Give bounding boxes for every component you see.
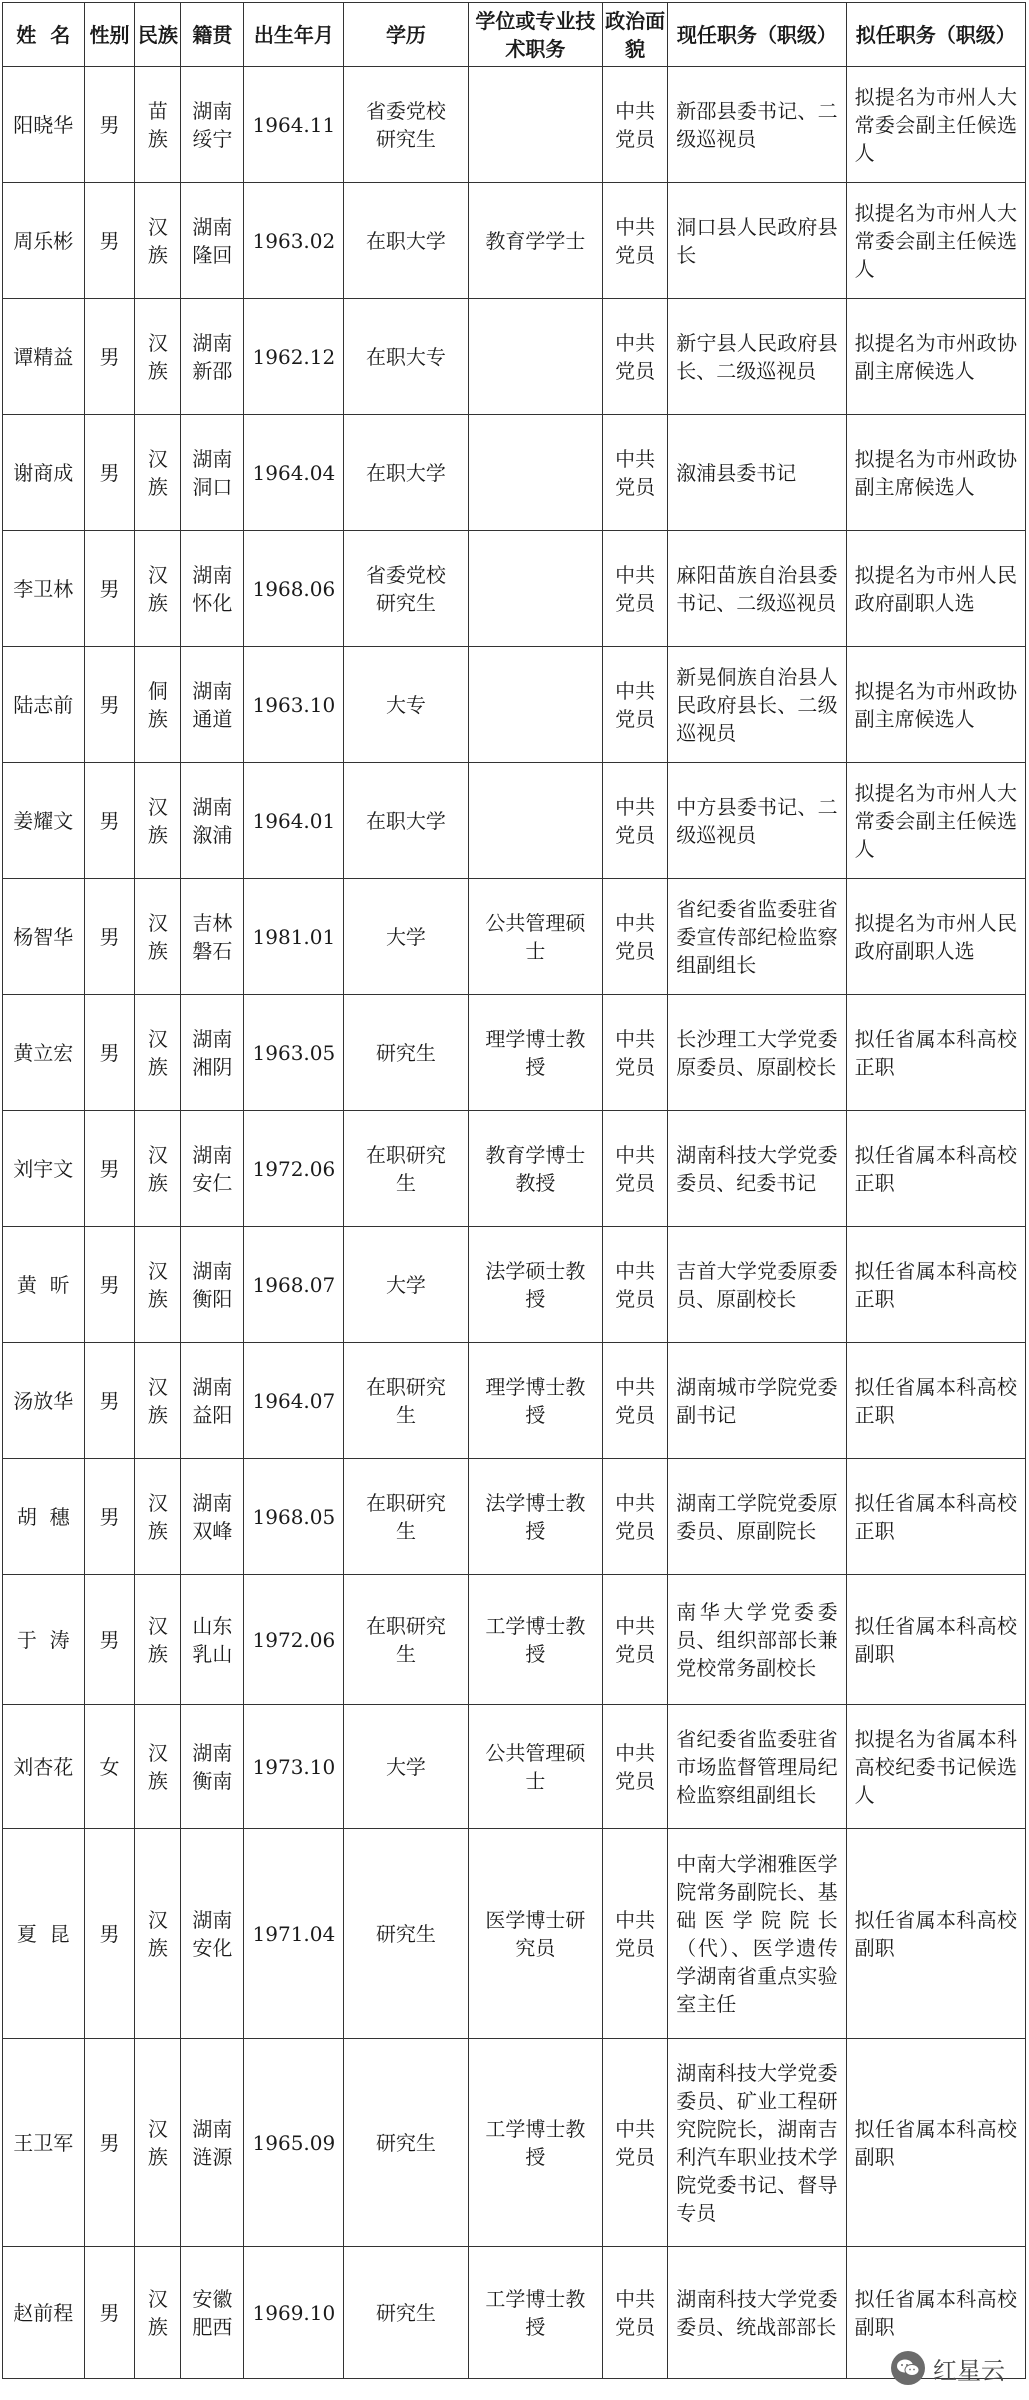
cell-birth: 1964.04 bbox=[244, 415, 344, 531]
cell-education: 省委党校研究生 bbox=[344, 531, 468, 647]
cell-degree: 医学博士研究员 bbox=[468, 1829, 602, 2039]
cell-education: 在职大学 bbox=[344, 763, 468, 879]
cell-degree: 工学博士教授 bbox=[468, 2247, 602, 2379]
cell-birth: 1964.11 bbox=[244, 67, 344, 183]
cell-party: 中共党员 bbox=[603, 1111, 668, 1227]
header-name: 姓 名 bbox=[3, 3, 85, 67]
cell-degree: 教育学学士 bbox=[468, 183, 602, 299]
cell-gender: 男 bbox=[84, 531, 135, 647]
cell-party: 中共党员 bbox=[603, 2247, 668, 2379]
cell-origin: 湖南益阳 bbox=[181, 1343, 244, 1459]
header-degree: 学位或专业技术职务 bbox=[468, 3, 602, 67]
cell-name: 黄立宏 bbox=[3, 995, 85, 1111]
table-row bbox=[3, 1343, 1026, 1459]
cell-current-post: 新邵县委书记、二级巡视员 bbox=[668, 67, 846, 183]
cell-education: 在职大学 bbox=[344, 183, 468, 299]
cell-current-post: 麻阳苗族自治县委书记、二级巡视员 bbox=[668, 531, 846, 647]
cell-ethnicity: 汉族 bbox=[135, 1343, 181, 1459]
cell-party: 中共党员 bbox=[603, 1343, 668, 1459]
cell-birth: 1971.04 bbox=[244, 1829, 344, 2039]
cell-party: 中共党员 bbox=[603, 183, 668, 299]
cell-education: 省委党校研究生 bbox=[344, 67, 468, 183]
cell-education: 大学 bbox=[344, 879, 468, 995]
table-row bbox=[3, 763, 1026, 879]
cell-ethnicity: 汉族 bbox=[135, 299, 181, 415]
cell-origin: 湖南衡阳 bbox=[181, 1227, 244, 1343]
cell-current-post: 湖南科技大学党委委员、纪委书记 bbox=[668, 1111, 846, 1227]
cell-name: 夏 昆 bbox=[3, 1829, 85, 2039]
cell-proposed-post: 拟任省属本科高校正职 bbox=[846, 1111, 1025, 1227]
cell-education: 在职大专 bbox=[344, 299, 468, 415]
cell-name: 姜耀文 bbox=[3, 763, 85, 879]
cell-origin: 湖南通道 bbox=[181, 647, 244, 763]
cell-birth: 1981.01 bbox=[244, 879, 344, 995]
header-origin: 籍贯 bbox=[181, 3, 244, 67]
cell-education: 研究生 bbox=[344, 1829, 468, 2039]
cell-current-post: 湖南城市学院党委副书记 bbox=[668, 1343, 846, 1459]
cell-degree: 法学博士教授 bbox=[468, 1459, 602, 1575]
cell-birth: 1963.02 bbox=[244, 183, 344, 299]
cell-ethnicity: 汉族 bbox=[135, 995, 181, 1111]
header-ethnicity: 民族 bbox=[135, 3, 181, 67]
wechat-icon bbox=[891, 2351, 925, 2385]
cell-proposed-post: 拟提名为市州政协副主席候选人 bbox=[846, 647, 1025, 763]
cell-proposed-post: 拟提名为市州政协副主席候选人 bbox=[846, 299, 1025, 415]
cell-gender: 男 bbox=[84, 763, 135, 879]
watermark bbox=[891, 2348, 1005, 2388]
cell-degree bbox=[468, 415, 602, 531]
cell-party: 中共党员 bbox=[603, 1227, 668, 1343]
cell-name: 刘宇文 bbox=[3, 1111, 85, 1227]
cell-ethnicity: 汉族 bbox=[135, 1459, 181, 1575]
cell-proposed-post: 拟任省属本科高校副职 bbox=[846, 1575, 1025, 1705]
cell-current-post: 湖南科技大学党委委员、矿业工程研究院院长，湖南吉利汽车职业技术学院党委书记、督导专员 bbox=[668, 2039, 846, 2247]
cell-origin: 湖南洞口 bbox=[181, 415, 244, 531]
cell-party: 中共党员 bbox=[603, 763, 668, 879]
cell-ethnicity: 汉族 bbox=[135, 879, 181, 995]
cell-education: 研究生 bbox=[344, 2039, 468, 2247]
table-row bbox=[3, 1459, 1026, 1575]
cell-name: 李卫林 bbox=[3, 531, 85, 647]
cell-origin: 湖南双峰 bbox=[181, 1459, 244, 1575]
cell-origin: 湖南安仁 bbox=[181, 1111, 244, 1227]
cell-ethnicity: 汉族 bbox=[135, 1227, 181, 1343]
table-row bbox=[3, 879, 1026, 995]
table-row bbox=[3, 67, 1026, 183]
cell-birth: 1973.10 bbox=[244, 1705, 344, 1829]
cell-gender: 男 bbox=[84, 1111, 135, 1227]
cell-current-post: 溆浦县委书记 bbox=[668, 415, 846, 531]
cell-name: 胡 穗 bbox=[3, 1459, 85, 1575]
cell-origin: 湖南绥宁 bbox=[181, 67, 244, 183]
cell-origin: 湖南安化 bbox=[181, 1829, 244, 2039]
cell-gender: 男 bbox=[84, 183, 135, 299]
table-row bbox=[3, 531, 1026, 647]
candidate-table bbox=[2, 2, 1026, 2379]
table-row bbox=[3, 1111, 1026, 1227]
table-row bbox=[3, 647, 1026, 763]
cell-gender: 男 bbox=[84, 1575, 135, 1705]
cell-degree bbox=[468, 531, 602, 647]
cell-degree bbox=[468, 763, 602, 879]
cell-gender: 男 bbox=[84, 2247, 135, 2379]
cell-birth: 1972.06 bbox=[244, 1575, 344, 1705]
table-row bbox=[3, 183, 1026, 299]
cell-gender: 男 bbox=[84, 647, 135, 763]
cell-current-post: 吉首大学党委原委员、原副校长 bbox=[668, 1227, 846, 1343]
cell-birth: 1963.10 bbox=[244, 647, 344, 763]
cell-education: 研究生 bbox=[344, 2247, 468, 2379]
cell-gender: 男 bbox=[84, 1227, 135, 1343]
table-row bbox=[3, 1705, 1026, 1829]
header-birth: 出生年月 bbox=[244, 3, 344, 67]
cell-degree bbox=[468, 647, 602, 763]
cell-education: 研究生 bbox=[344, 995, 468, 1111]
cell-education: 大专 bbox=[344, 647, 468, 763]
cell-current-post: 新晃侗族自治县人民政府县长、二级巡视员 bbox=[668, 647, 846, 763]
cell-proposed-post: 拟提名为市州政协副主席候选人 bbox=[846, 415, 1025, 531]
cell-ethnicity: 汉族 bbox=[135, 1575, 181, 1705]
cell-birth: 1972.06 bbox=[244, 1111, 344, 1227]
cell-education: 在职大学 bbox=[344, 415, 468, 531]
table-row bbox=[3, 1575, 1026, 1705]
cell-gender: 男 bbox=[84, 415, 135, 531]
watermark-text: 红星云 bbox=[933, 2356, 1005, 2385]
cell-current-post: 洞口县人民政府县长 bbox=[668, 183, 846, 299]
table-row bbox=[3, 995, 1026, 1111]
cell-proposed-post: 拟任省属本科高校正职 bbox=[846, 995, 1025, 1111]
cell-name: 杨智华 bbox=[3, 879, 85, 995]
cell-proposed-post: 拟提名为市州人民政府副职人选 bbox=[846, 531, 1025, 647]
cell-degree: 公共管理硕士 bbox=[468, 879, 602, 995]
cell-degree: 理学博士教授 bbox=[468, 1343, 602, 1459]
cell-ethnicity: 汉族 bbox=[135, 2247, 181, 2379]
header-current-post: 现任职务（职级） bbox=[668, 3, 846, 67]
cell-name: 谭精益 bbox=[3, 299, 85, 415]
cell-party: 中共党员 bbox=[603, 67, 668, 183]
cell-name: 刘杏花 bbox=[3, 1705, 85, 1829]
cell-origin: 山东乳山 bbox=[181, 1575, 244, 1705]
table-row bbox=[3, 299, 1026, 415]
cell-name: 黄 昕 bbox=[3, 1227, 85, 1343]
cell-proposed-post: 拟任省属本科高校正职 bbox=[846, 1227, 1025, 1343]
cell-name: 赵前程 bbox=[3, 2247, 85, 2379]
cell-current-post: 长沙理工大学党委原委员、原副校长 bbox=[668, 995, 846, 1111]
cell-party: 中共党员 bbox=[603, 1705, 668, 1829]
cell-origin: 安徽肥西 bbox=[181, 2247, 244, 2379]
cell-party: 中共党员 bbox=[603, 2039, 668, 2247]
cell-origin: 吉林磐石 bbox=[181, 879, 244, 995]
cell-name: 于 涛 bbox=[3, 1575, 85, 1705]
cell-ethnicity: 汉族 bbox=[135, 531, 181, 647]
cell-proposed-post: 拟提名为市州人民政府副职人选 bbox=[846, 879, 1025, 995]
cell-current-post: 新宁县人民政府县长、二级巡视员 bbox=[668, 299, 846, 415]
cell-party: 中共党员 bbox=[603, 1575, 668, 1705]
cell-proposed-post: 拟提名为市州人大常委会副主任候选人 bbox=[846, 67, 1025, 183]
cell-origin: 湖南湘阴 bbox=[181, 995, 244, 1111]
cell-education: 在职研究生 bbox=[344, 1459, 468, 1575]
cell-ethnicity: 汉族 bbox=[135, 1111, 181, 1227]
cell-ethnicity: 汉族 bbox=[135, 183, 181, 299]
cell-party: 中共党员 bbox=[603, 995, 668, 1111]
cell-birth: 1968.06 bbox=[244, 531, 344, 647]
cell-gender: 男 bbox=[84, 879, 135, 995]
cell-party: 中共党员 bbox=[603, 647, 668, 763]
table-row bbox=[3, 1227, 1026, 1343]
cell-degree: 工学博士教授 bbox=[468, 2039, 602, 2247]
cell-proposed-post: 拟任省属本科高校正职 bbox=[846, 1343, 1025, 1459]
cell-education: 在职研究生 bbox=[344, 1343, 468, 1459]
cell-gender: 男 bbox=[84, 67, 135, 183]
cell-name: 汤放华 bbox=[3, 1343, 85, 1459]
cell-current-post: 中方县委书记、二级巡视员 bbox=[668, 763, 846, 879]
cell-education: 在职研究生 bbox=[344, 1111, 468, 1227]
cell-current-post: 南华大学党委委员、组织部部长兼党校常务副校长 bbox=[668, 1575, 846, 1705]
cell-party: 中共党员 bbox=[603, 1459, 668, 1575]
cell-ethnicity: 汉族 bbox=[135, 2039, 181, 2247]
cell-degree: 理学博士教授 bbox=[468, 995, 602, 1111]
cell-birth: 1969.10 bbox=[244, 2247, 344, 2379]
cell-current-post: 省纪委省监委驻省市场监督管理局纪检监察组副组长 bbox=[668, 1705, 846, 1829]
cell-ethnicity: 汉族 bbox=[135, 763, 181, 879]
cell-proposed-post: 拟提名为市州人大常委会副主任候选人 bbox=[846, 183, 1025, 299]
cell-gender: 女 bbox=[84, 1705, 135, 1829]
cell-gender: 男 bbox=[84, 299, 135, 415]
cell-degree bbox=[468, 67, 602, 183]
table-row bbox=[3, 415, 1026, 531]
cell-party: 中共党员 bbox=[603, 415, 668, 531]
cell-proposed-post: 拟任省属本科高校副职 bbox=[846, 1829, 1025, 2039]
cell-origin: 湖南怀化 bbox=[181, 531, 244, 647]
cell-party: 中共党员 bbox=[603, 879, 668, 995]
cell-party: 中共党员 bbox=[603, 1829, 668, 2039]
cell-origin: 湖南涟源 bbox=[181, 2039, 244, 2247]
cell-proposed-post: 拟任省属本科高校正职 bbox=[846, 1459, 1025, 1575]
table-row bbox=[3, 2247, 1026, 2379]
header-proposed-post: 拟任职务（职级） bbox=[846, 3, 1025, 67]
cell-name: 陆志前 bbox=[3, 647, 85, 763]
cell-education: 大学 bbox=[344, 1705, 468, 1829]
cell-ethnicity: 苗族 bbox=[135, 67, 181, 183]
cell-degree: 工学博士教授 bbox=[468, 1575, 602, 1705]
cell-degree: 公共管理硕士 bbox=[468, 1705, 602, 1829]
cell-degree: 法学硕士教授 bbox=[468, 1227, 602, 1343]
table-row bbox=[3, 1829, 1026, 2039]
cell-proposed-post: 拟提名为市州人大常委会副主任候选人 bbox=[846, 763, 1025, 879]
cell-proposed-post: 拟任省属本科高校副职 bbox=[846, 2247, 1025, 2379]
cell-birth: 1963.05 bbox=[244, 995, 344, 1111]
cell-origin: 湖南新邵 bbox=[181, 299, 244, 415]
header-education: 学历 bbox=[344, 3, 468, 67]
cell-name: 阳晓华 bbox=[3, 67, 85, 183]
cell-origin: 湖南衡南 bbox=[181, 1705, 244, 1829]
cell-party: 中共党员 bbox=[603, 531, 668, 647]
cell-education: 大学 bbox=[344, 1227, 468, 1343]
cell-origin: 湖南隆回 bbox=[181, 183, 244, 299]
cell-current-post: 湖南工学院党委原委员、原副院长 bbox=[668, 1459, 846, 1575]
cell-current-post: 省纪委省监委驻省委宣传部纪检监察组副组长 bbox=[668, 879, 846, 995]
cell-party: 中共党员 bbox=[603, 299, 668, 415]
cell-birth: 1964.07 bbox=[244, 1343, 344, 1459]
cell-gender: 男 bbox=[84, 1343, 135, 1459]
cell-current-post: 中南大学湘雅医学院常务副院长、基础医学院院长（代）、医学遗传学湖南省重点实验室主任 bbox=[668, 1829, 846, 2039]
header-gender: 性别 bbox=[84, 3, 135, 67]
cell-birth: 1965.09 bbox=[244, 2039, 344, 2247]
cell-ethnicity: 汉族 bbox=[135, 1829, 181, 2039]
cell-birth: 1968.07 bbox=[244, 1227, 344, 1343]
cell-degree bbox=[468, 299, 602, 415]
header-party: 政治面貌 bbox=[603, 3, 668, 67]
cell-birth: 1964.01 bbox=[244, 763, 344, 879]
cell-gender: 男 bbox=[84, 1829, 135, 2039]
cell-gender: 男 bbox=[84, 995, 135, 1111]
cell-proposed-post: 拟任省属本科高校副职 bbox=[846, 2039, 1025, 2247]
cell-gender: 男 bbox=[84, 1459, 135, 1575]
cell-proposed-post: 拟提名为省属本科高校纪委书记候选人 bbox=[846, 1705, 1025, 1829]
cell-birth: 1962.12 bbox=[244, 299, 344, 415]
cell-name: 王卫军 bbox=[3, 2039, 85, 2247]
cell-name: 周乐彬 bbox=[3, 183, 85, 299]
cell-ethnicity: 汉族 bbox=[135, 415, 181, 531]
cell-birth: 1968.05 bbox=[244, 1459, 344, 1575]
cell-gender: 男 bbox=[84, 2039, 135, 2247]
cell-degree: 教育学博士教授 bbox=[468, 1111, 602, 1227]
table-row bbox=[3, 2039, 1026, 2247]
cell-ethnicity: 侗族 bbox=[135, 647, 181, 763]
cell-current-post: 湖南科技大学党委委员、统战部部长 bbox=[668, 2247, 846, 2379]
cell-name: 谢商成 bbox=[3, 415, 85, 531]
cell-education: 在职研究生 bbox=[344, 1575, 468, 1705]
cell-ethnicity: 汉族 bbox=[135, 1705, 181, 1829]
header-row bbox=[3, 3, 1026, 67]
cell-origin: 湖南溆浦 bbox=[181, 763, 244, 879]
